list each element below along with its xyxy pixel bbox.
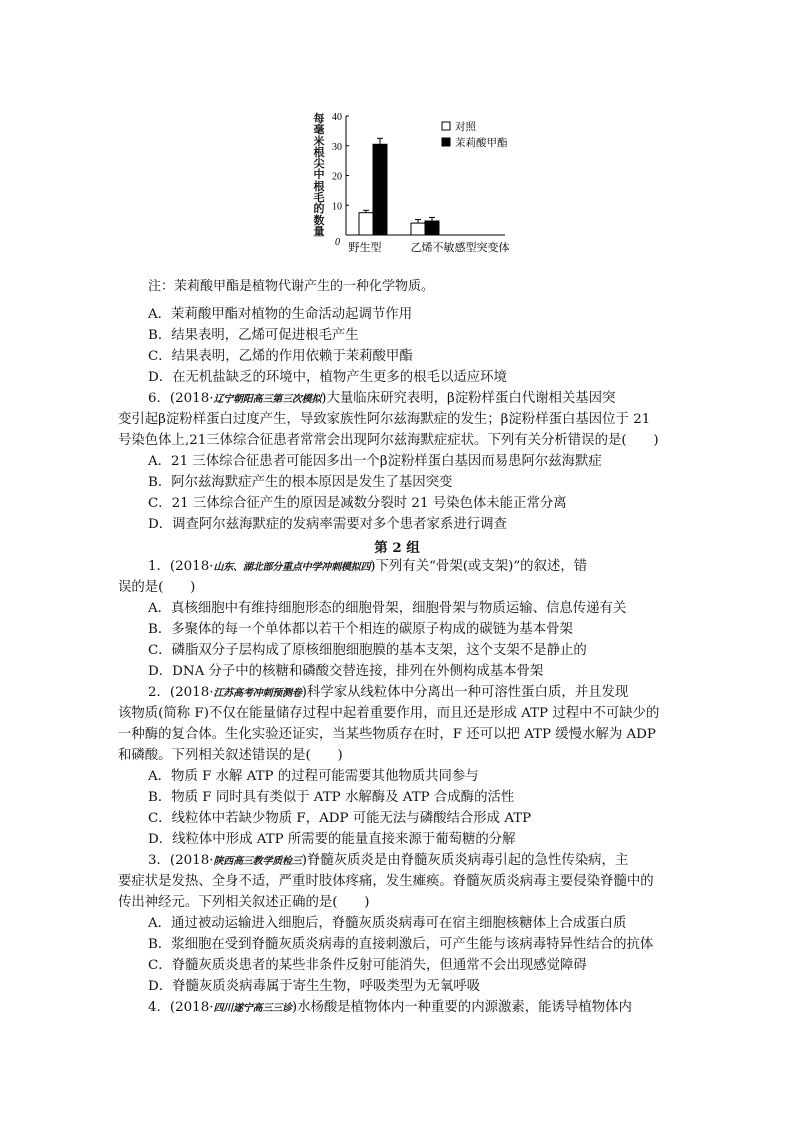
g2q4-prefix: 4．(2018· xyxy=(148,1000,214,1015)
g2q1-option-c: C．磷脂双分子层构成了原核细胞细胞膜的基本支架，这个支架不是静止的 xyxy=(148,643,587,658)
bar-mej-1 xyxy=(425,221,439,235)
g2q1-prefix: 1．(2018· xyxy=(148,559,214,574)
q6-source: 辽宁朝阳高三第三次模拟 xyxy=(213,394,322,405)
q6-option-a: A．21 三体综合征患者可能因多出一个β淀粉样蛋白基因而易患阿尔兹海默症 xyxy=(148,454,602,469)
g2q1-stem-line2: 误的是( ) xyxy=(118,580,196,595)
g2q2-source: 江苏高考冲刺预测卷 xyxy=(213,688,302,699)
prev-option-d: D．在无机盐缺乏的环境中，植物产生更多的根毛以适应环境 xyxy=(148,370,507,385)
legend-swatch xyxy=(442,122,450,130)
g2q3-stem-line2: 要症状是发热、全身不适，严重时肢体疼痛，发生瘫痪。脊髓灰质炎病毒主要侵染脊髓中的 xyxy=(118,874,654,889)
q6-option-d: D．调查阿尔兹海默症的发病率需要对多个患者家系进行调查 xyxy=(148,517,507,532)
q6-prefix: 6．(2018· xyxy=(148,391,214,406)
g2q1-option-d: D．DNA 分子中的核糖和磷酸交替连接，排列在外侧构成基本骨架 xyxy=(148,664,544,679)
g2q1-stem-text: )下列有关“骨架(或支架)”的叙述，错 xyxy=(370,559,588,574)
q6-option-c: C．21 三体综合征产生的原因是减数分裂时 21 号染色体未能正常分离 xyxy=(148,496,567,511)
legend-label: 茉莉酸甲酯 xyxy=(455,138,508,149)
bar-control-0 xyxy=(359,213,373,235)
g2q2-stem-line2: 该物质(简称 F)不仅在能量储存过程中起着重要作用，而且还是形成 ATP 过程中不可缺少的 xyxy=(118,706,660,721)
g2q3-prefix: 3．(2018· xyxy=(148,853,214,868)
g2q3-option-d: D．脊髓灰质炎病毒属于寄生生物，呼吸类型为无氧呼吸 xyxy=(148,979,481,994)
q6-stem-line2: 变引起β淀粉样蛋白过度产生，导致家族性阿尔兹海默症的发生；β淀粉样蛋白基因位于 21 xyxy=(118,412,651,427)
g2q1-option-a: A．真核细胞中有维持细胞形态的细胞骨架，细胞骨架与物质运输、信息传递有关 xyxy=(148,601,627,616)
g2q3-stem-line1 xyxy=(148,851,628,872)
g2q3-stem-text: )脊髓灰质炎是由脊髓灰质炎病毒引起的急性传染病，主 xyxy=(301,853,629,868)
q6-stem-line3: 号染色体上,21三体综合征患者常常会出现阿尔兹海默症症状。下列有关分析错误的是( ) xyxy=(118,433,659,448)
prev-option-c: C．结果表明，乙烯的作用依赖于茉莉酸甲酯 xyxy=(148,349,413,364)
g2q2-stem-line4: 和磷酸。下列相关叙述错误的是( ) xyxy=(118,748,343,763)
g2q2-stem-text: )科学家从线粒体中分离出一种可溶性蛋白质，并且发现 xyxy=(301,685,629,700)
legend-swatch xyxy=(442,138,450,146)
g2q4-source: 四川遂宁高三三诊 xyxy=(213,1003,292,1014)
y-tick-label: 40 xyxy=(332,112,342,123)
g2q2-option-d: D．线粒体中形成 ATP 所需要的能量直接来源于葡萄糖的分解 xyxy=(148,832,516,847)
origin-label: 0 xyxy=(335,237,340,248)
chart-note: 注：茉莉酸甲酯是植物代谢产生的一种化学物质。 xyxy=(148,279,435,294)
g2q3-stem-line3: 传出神经元。下列相关叙述正确的是( ) xyxy=(118,895,370,910)
g2q4-stem-text: )水杨酸是植物体内一种重要的内源激素，能诱导植物体内 xyxy=(291,1000,632,1015)
g2q1-option-b: B．多聚体的每一个单体都以若干个相连的碳原子构成的碳链为基本骨架 xyxy=(148,622,573,637)
bar-chart-svg xyxy=(300,100,530,260)
q6-stem-line1 xyxy=(148,389,615,410)
g2q3-option-a: A．通过被动运输进入细胞后，脊髓灰质炎病毒可在宿主细胞核糖体上合成蛋白质 xyxy=(148,916,627,931)
g2q3-option-c: C．脊髓灰质炎患者的某些非条件反射可能消失，但通常不会出现感觉障碍 xyxy=(148,958,587,973)
g2q4-stem-line1 xyxy=(148,998,632,1019)
bar-mej-0 xyxy=(373,144,387,235)
y-tick-label: 20 xyxy=(332,171,342,183)
g2q2-option-b: B．物质 F 同时具有类似于 ATP 水解酶及 ATP 合成酶的活性 xyxy=(148,790,515,805)
g2q2-stem-line3: 一种酶的复合体。生化实验还证实，当某些物质存在时，F 还可以把 ATP 缓慢水解为 ADP xyxy=(118,727,656,742)
g2q2-option-a: A．物质 F 水解 ATP 的过程可能需要其他物质共同参与 xyxy=(148,769,479,784)
g2q2-option-c: C．线粒体中若缺少物质 F，ADP 可能无法与磷酸结合形成 ATP xyxy=(148,811,532,826)
y-tick-label: 10 xyxy=(332,201,342,213)
x-category-label: 乙烯不敏感型突变体 xyxy=(410,242,510,254)
q6-option-b: B．阿尔兹海默症产生的根本原因是发生了基因突变 xyxy=(148,475,453,490)
g2q2-prefix: 2．(2018· xyxy=(148,685,214,700)
legend-label: 对照 xyxy=(455,122,476,133)
q6-stem-text: )大量临床研究表明，β淀粉样蛋白代谢相关基因突 xyxy=(321,391,616,406)
y-tick-label: 30 xyxy=(332,141,342,153)
g2q3-source: 陕西高三教学质检三 xyxy=(213,856,302,867)
group-2-heading: 第 2 组 xyxy=(374,540,420,556)
prev-option-a: A．茉莉酸甲酯对植物的生命活动起调节作用 xyxy=(148,307,413,322)
g2q1-source: 山东、湖北部分重点中学冲刺模拟四 xyxy=(213,562,371,573)
g2q2-stem-line1 xyxy=(148,683,628,704)
bar-control-1 xyxy=(411,223,425,235)
prev-option-b: B．结果表明，乙烯可促进根毛产生 xyxy=(148,328,359,343)
g2q3-option-b: B．浆细胞在受到脊髓灰质炎病毒的直接刺激后，可产生能与该病毒特异性结合的抗体 xyxy=(148,937,654,952)
chart-y-axis-label: 每毫米根尖中根毛的数量 xyxy=(313,112,325,238)
g2q1-stem-line1 xyxy=(148,557,587,578)
bar-chart xyxy=(300,100,530,260)
x-category-label: 野生型 xyxy=(348,242,382,254)
